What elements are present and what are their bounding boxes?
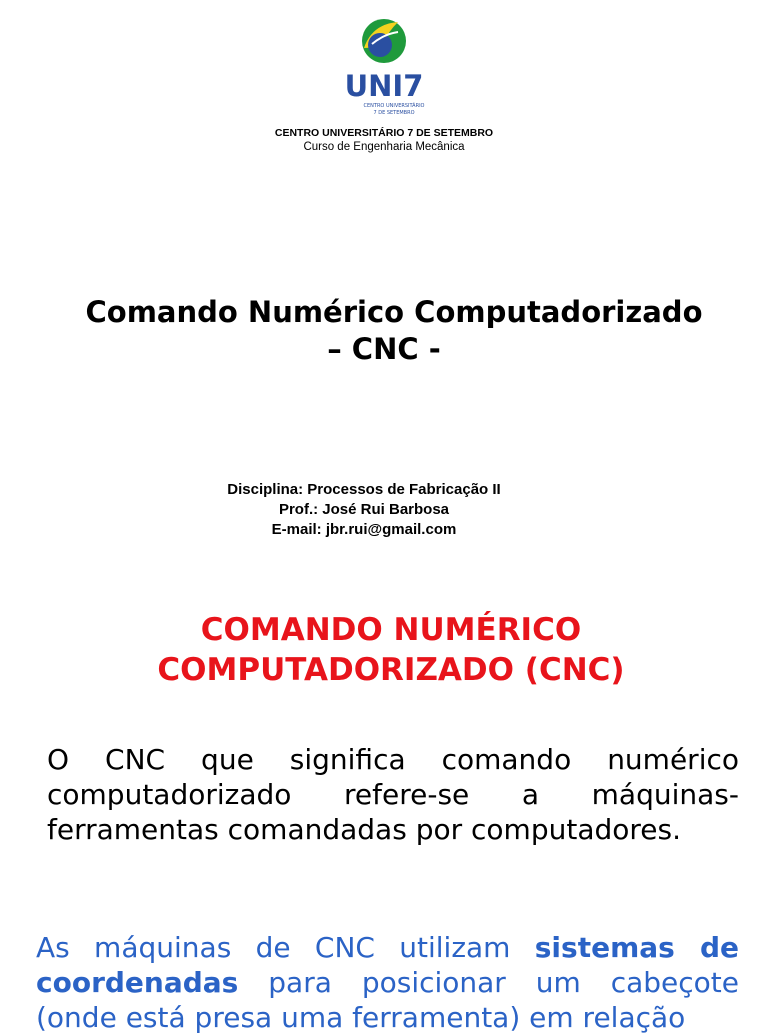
coordinate-systems-paragraph bbox=[36, 930, 739, 1035]
paragraph2-bold: sistemas de coordenadas bbox=[36, 931, 739, 999]
document-title-line2: – CNC - bbox=[327, 332, 441, 366]
cnc-definition-paragraph: O CNC que significa comando numérico computadorizado refere-se a máquinas-ferramentas comandadas por computadores. bbox=[47, 743, 739, 846]
professor-text: Prof.: José Rui Barbosa bbox=[278, 501, 450, 518]
paragraph2-part1: As máquinas de CNC utilizam bbox=[36, 931, 535, 964]
section-heading-line1: COMANDO NUMÉRICO bbox=[200, 612, 582, 648]
document-title-line1: Comando Numérico Computadorizado bbox=[85, 295, 703, 329]
logo-caption-line1: CENTRO UNIVERSITÁRIO bbox=[363, 103, 425, 109]
email-text: E-mail: jbr.rui@gmail.com bbox=[271, 521, 457, 538]
discipline-text: Disciplina: Processos de Fabricação II bbox=[227, 481, 501, 498]
uni7-logo-graphic bbox=[332, 18, 436, 122]
course-name: Curso de Engenharia Mecânica bbox=[303, 141, 465, 153]
logo-caption-line2: 7 DE SETEMBRO bbox=[373, 110, 415, 116]
section-heading-line2: COMPUTADORIZADO (CNC) bbox=[157, 652, 625, 688]
logo-wordmark: UNI7 bbox=[344, 69, 424, 103]
paragraph2-part2: para posicionar um cabeçote (onde está presa uma ferramenta) em relação bbox=[36, 966, 739, 1034]
uni7-logo bbox=[332, 18, 436, 122]
institution-name: CENTRO UNIVERSITÁRIO 7 DE SETEMBRO bbox=[274, 127, 494, 139]
